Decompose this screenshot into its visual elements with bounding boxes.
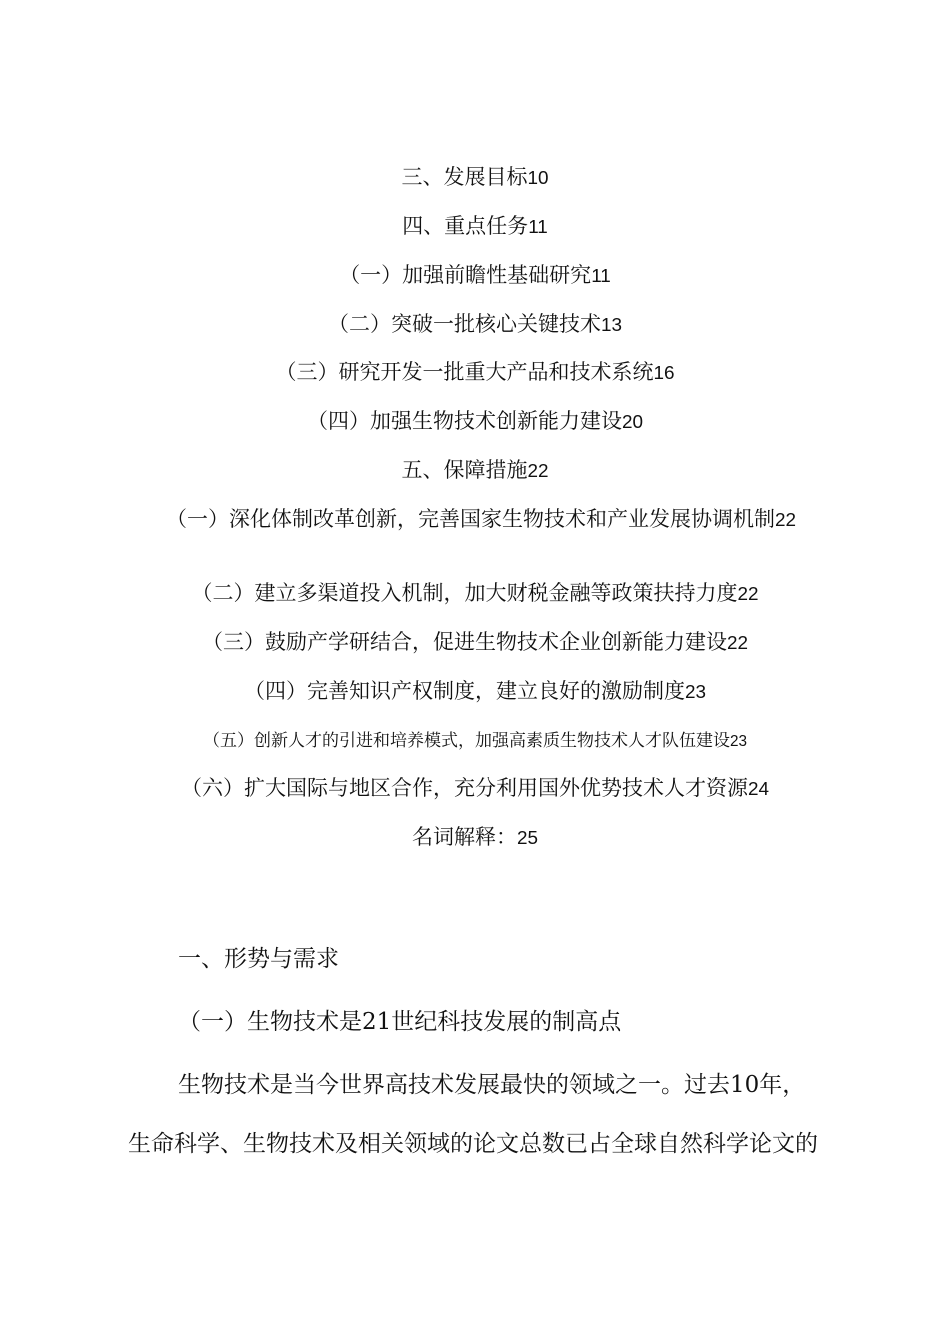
toc-entry[interactable] <box>0 309 950 341</box>
toc-entry[interactable] <box>0 578 950 610</box>
toc-page-number: 11 <box>528 217 548 238</box>
toc-entry-text: （二）突破一批核心关键技术 <box>327 312 601 336</box>
toc-page-number: 22 <box>737 584 759 605</box>
toc-entry[interactable] <box>0 822 950 854</box>
toc-entry[interactable] <box>0 627 950 659</box>
toc-entry[interactable] <box>0 773 950 805</box>
toc-entry-text: 五、保障措施 <box>401 458 528 482</box>
toc-page-number: 16 <box>653 363 675 384</box>
toc-entry[interactable] <box>0 162 950 194</box>
toc-entry-text: （三）鼓励产学研结合，促进生物技术企业创新能力建设 <box>201 630 727 654</box>
toc-entry[interactable] <box>0 211 950 243</box>
toc-page-number: 22 <box>775 510 797 531</box>
toc-entry[interactable] <box>128 504 838 536</box>
paragraph-line: 生物技术是当今世界高技术发展最快的领域之一。过去10年， <box>178 1072 806 1098</box>
toc-page-number: 13 <box>600 315 622 336</box>
toc-entry[interactable] <box>0 726 950 757</box>
toc-entry[interactable] <box>0 260 950 292</box>
toc-entry-text: 三、发展目标 <box>401 165 528 189</box>
toc-page-number: 22 <box>527 461 549 482</box>
toc-entry[interactable] <box>0 455 950 487</box>
toc-entry-text: （三）研究开发一批重大产品和技术系统 <box>275 360 654 384</box>
toc-entry[interactable] <box>0 406 950 438</box>
toc-page-number: 24 <box>747 779 769 800</box>
subsection-heading: （一）生物技术是21世纪科技发展的制高点 <box>178 1009 622 1035</box>
toc-entry-text: 四、重点任务 <box>402 214 529 238</box>
toc-page-number: 10 <box>527 168 549 189</box>
toc-entry-text: （一）深化体制改革创新，完善国家生物技术和产业发展协调机制 <box>166 507 775 531</box>
toc-entry-text: 名词解释： <box>411 825 517 849</box>
toc-page-number: 20 <box>621 412 643 433</box>
toc-entry-text: （六）扩大国际与地区合作，充分利用国外优势技术人才资源 <box>180 776 748 800</box>
toc-entry-text: （五）创新人才的引进和培养模式，加强高素质生物技术人才队伍建设 <box>202 731 730 751</box>
toc-entry-text: （四）加强生物技术创新能力建设 <box>306 409 622 433</box>
toc-entry[interactable] <box>0 676 950 708</box>
paragraph-line: 生命科学、生物技术及相关领域的论文总数已占全球自然科学论文的 <box>128 1131 818 1157</box>
toc-entry[interactable] <box>0 357 950 389</box>
toc-entry-text: （二）建立多渠道投入机制，加大财税金融等政策扶持力度 <box>191 581 738 605</box>
toc-page-number: 25 <box>516 828 538 849</box>
toc-entry-text: （一）加强前瞻性基础研究 <box>339 263 592 287</box>
toc-page-number: 22 <box>726 633 748 654</box>
toc-page-number: 23 <box>729 733 747 750</box>
toc-page-number: 11 <box>591 266 611 287</box>
section-heading: 一、形势与需求 <box>178 946 339 972</box>
toc-entry-text: （四）完善知识产权制度，建立良好的激励制度 <box>243 679 685 703</box>
toc-page-number: 23 <box>684 682 706 703</box>
